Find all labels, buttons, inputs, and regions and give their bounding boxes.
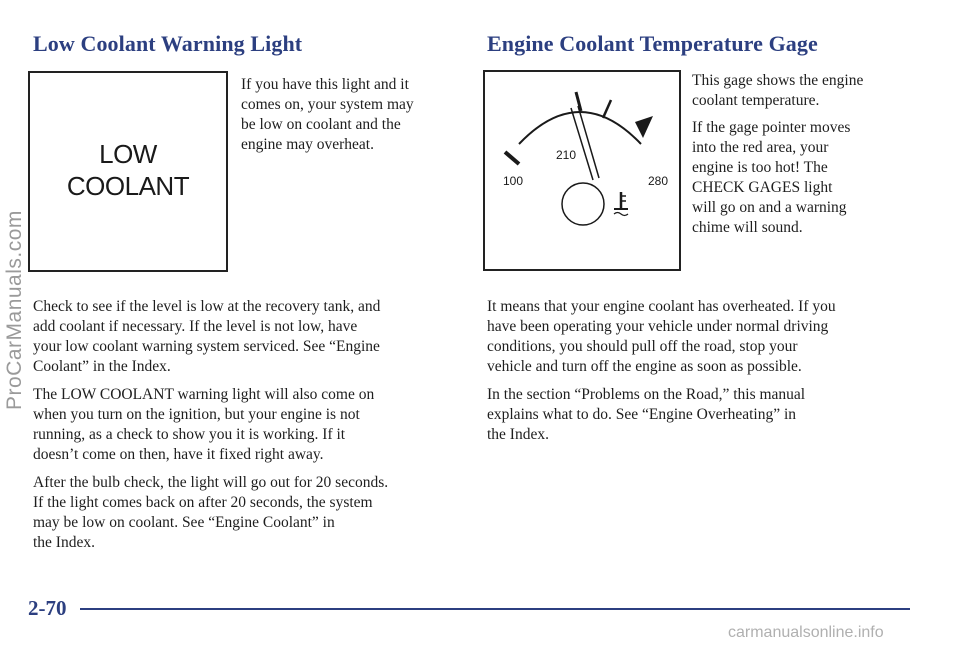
temperature-gage-intro: This gage shows the engine coolant temperature. xyxy=(692,72,864,109)
low-coolant-intro: If you have this light and it comes on, your system may be low on coolant and the engine may overheat. xyxy=(241,76,414,153)
temperature-gage-paragraph-1: It means that your engine coolant has overheated. If you have been operating your vehicle under normal driving conditions, you should pull off the road, stop your vehicle and turn off the engine as soon as possible. xyxy=(487,298,836,375)
gauge-min-tick xyxy=(505,152,519,164)
temperature-gage-paragraph-2: In the section “Problems on the Road,” this manual explains what to do. See “Engine Overheating” in the Index. xyxy=(487,386,806,443)
low-coolant-paragraph-2: The LOW COOLANT warning light will also come on when you turn on the ignition, but your engine is not running, as a check to show you it is working. If it doesn’t come on then, have it fixed right away. xyxy=(33,386,375,463)
footer-site-mark: carmanualsonline.info xyxy=(728,624,884,641)
temperature-gage-illustration xyxy=(483,70,681,271)
page-number: 2-70 xyxy=(28,596,67,620)
footer-rule xyxy=(80,608,910,610)
gauge-label-mid: 210 xyxy=(556,148,577,162)
thermometer-icon xyxy=(614,192,628,216)
gauge-red-zone-marker xyxy=(635,116,653,138)
gauge-label-min: 100 xyxy=(503,174,524,188)
temperature-gage-warning: If the gage pointer moves into the red area, your engine is too hot! The CHECK GAGES light will go on and a warning chime will sound. xyxy=(692,119,851,236)
gauge-drawing xyxy=(485,72,679,269)
low-coolant-paragraph-1: Check to see if the level is low at the recovery tank, and add coolant if necessary. If the level is not low, have your low coolant warning system serviced. See “Engine Coolant” in the Index. xyxy=(33,298,381,375)
gauge-tick-right xyxy=(603,100,611,118)
section-heading-temperature-gage: Engine Coolant Temperature Gage xyxy=(487,31,818,56)
watermark-text: ProCarManuals.com xyxy=(3,210,26,410)
low-coolant-light-illustration xyxy=(28,71,228,272)
illustration-text-coolant: COOLANT xyxy=(66,171,190,201)
low-coolant-paragraph-3: After the bulb check, the light will go out for 20 seconds. If the light comes back on after 20 seconds, the system may be low on coolant. See “Engine Coolant” in the Index. xyxy=(33,474,389,551)
section-heading-low-coolant: Low Coolant Warning Light xyxy=(33,31,303,56)
illustration-text-low: LOW xyxy=(99,139,157,169)
gauge-hub xyxy=(562,183,604,225)
gauge-label-max: 280 xyxy=(648,174,669,188)
